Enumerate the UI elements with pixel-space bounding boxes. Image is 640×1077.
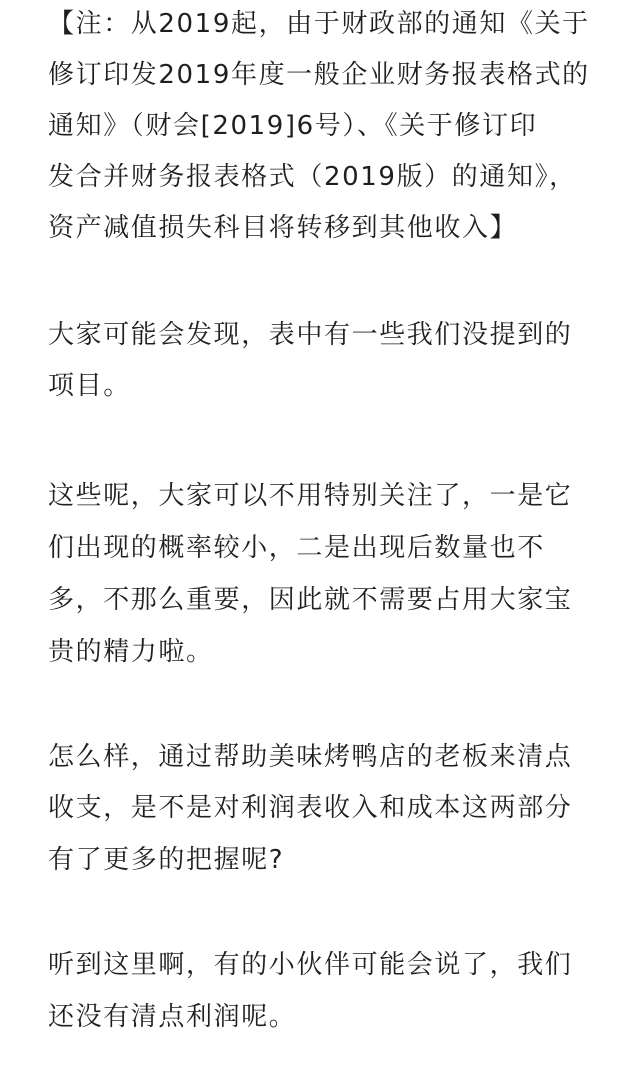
text-line: 【注：从2019起，由于财政部的通知《关于 xyxy=(48,9,590,39)
text-line: 贵的精力啦。 xyxy=(48,637,214,667)
text-line: 怎么样，通过帮助美味烤鸭店的老板来清点 xyxy=(48,742,573,772)
text-line: 有了更多的把握呢? xyxy=(48,845,285,875)
text-line: 这些呢，大家可以不用特别关注了，一是它 xyxy=(48,481,573,511)
text-line: 还没有清点利润呢。 xyxy=(48,1002,297,1032)
text-line: 大家可能会发现，表中有一些我们没提到的 xyxy=(48,320,573,350)
text-line: 收支，是不是对利润表收入和成本这两部分 xyxy=(48,793,573,823)
text-line: 通知》（财会[2019]6号）、《关于修订印 xyxy=(48,111,538,141)
text-line: 们出现的概率较小，二是出现后数量也不 xyxy=(48,533,545,563)
text-line: 发合并财务报表格式（2019版）的通知》， xyxy=(48,162,577,192)
text-line: 项目。 xyxy=(48,371,131,401)
text-line: 资产减值损失科目将转移到其他收入】 xyxy=(48,213,518,243)
text-line: 多，不那么重要，因此就不需要占用大家宝 xyxy=(48,585,573,615)
text-line: 修订印发2019年度一般企业财务报表格式的 xyxy=(48,60,590,90)
text-line: 听到这里啊，有的小伙伴可能会说了，我们 xyxy=(48,950,573,980)
